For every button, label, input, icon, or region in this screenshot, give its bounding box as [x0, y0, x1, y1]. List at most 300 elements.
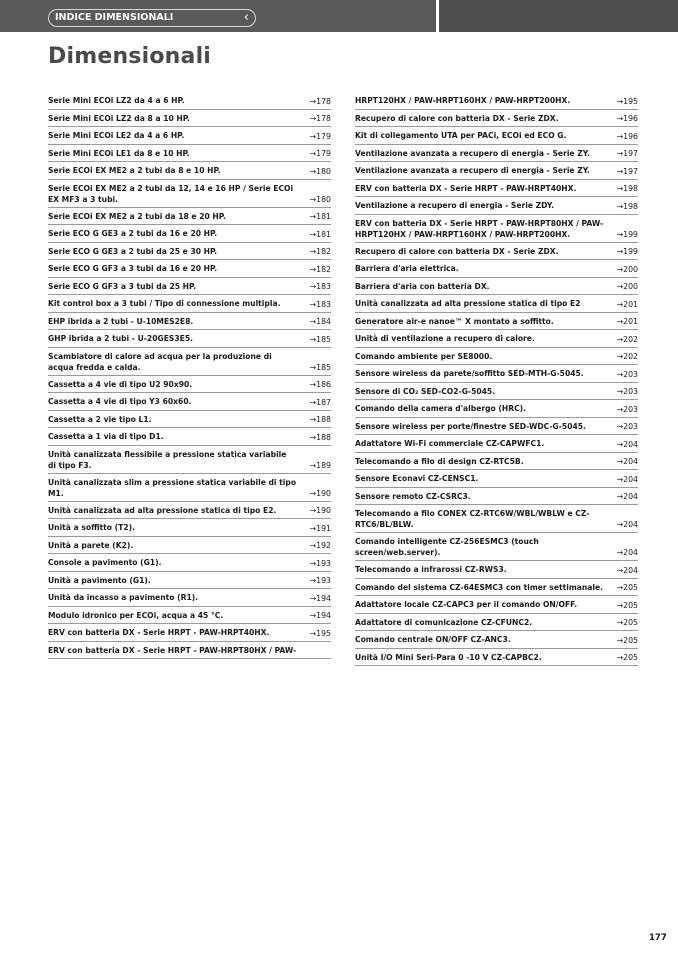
index-entry-page[interactable]	[617, 351, 638, 362]
index-entry-page[interactable]	[310, 379, 331, 390]
index-entry[interactable]	[48, 624, 331, 642]
index-entry-page[interactable]	[310, 211, 331, 222]
page-number: 177	[649, 933, 667, 943]
page-ref-number: 199	[623, 229, 638, 239]
arrow-right-icon: →	[616, 548, 624, 557]
page-ref-number: 196	[623, 114, 638, 123]
index-entry[interactable]	[48, 110, 331, 128]
index-entry-label: Comando ambiente per SE8000.	[355, 351, 493, 361]
page-ref-number: 198	[623, 184, 638, 193]
index-entry-label: Serie ECOi EX ME2 a 2 tubi da 12, 14 e 16 HP / Serie ECOi EX MF3 a 3 tubi.	[48, 183, 294, 204]
arrow-right-icon: →	[309, 317, 317, 326]
page-ref-number: 181	[316, 212, 331, 221]
index-entry-page[interactable]	[310, 362, 331, 373]
arrow-right-icon: →	[616, 114, 624, 123]
arrow-right-icon: →	[616, 229, 624, 239]
page-ref-number: 204	[623, 565, 638, 575]
index-entry[interactable]	[48, 428, 331, 446]
arrow-right-icon: →	[309, 523, 317, 533]
index-entry-page[interactable]	[617, 600, 638, 611]
index-entry-label: Serie ECO G GE3 a 2 tubi da 25 e 30 HP.	[48, 246, 218, 256]
index-entry[interactable]	[48, 607, 331, 625]
arrow-right-icon: →	[616, 618, 624, 627]
index-entry[interactable]	[355, 127, 638, 145]
index-entry-page[interactable]	[310, 505, 331, 516]
arrow-right-icon: →	[616, 565, 624, 575]
index-entry[interactable]	[48, 393, 331, 411]
index-entry-label: Cassetta a 2 vie tipo L1.	[48, 414, 152, 424]
arrow-right-icon: →	[309, 264, 317, 274]
index-entry-page[interactable]	[310, 397, 331, 408]
index-entry-page[interactable]	[617, 166, 638, 177]
index-entry[interactable]	[355, 215, 638, 243]
index-entry-label: Recupero di calore con batteria DX - Serie ZDX.	[355, 246, 559, 256]
index-entry-label: Telecomando a infrarossi CZ-RWS3.	[355, 565, 507, 574]
page-ref-number: 178	[316, 114, 331, 123]
index-entry-page[interactable]	[617, 404, 638, 415]
index-entry-label: Cassetta a 4 vie di tipo U2 90x90.	[48, 379, 193, 389]
arrow-right-icon: →	[309, 488, 317, 498]
index-entry[interactable]	[355, 418, 638, 436]
arrow-right-icon: →	[309, 558, 317, 568]
index-entry-page[interactable]	[617, 617, 638, 628]
index-entry-label: Recupero di calore con batteria DX - Serie ZDX.	[355, 113, 559, 123]
index-entry-label: Comando intelligente CZ-256ESMC3 (touch screen/web.server).	[355, 537, 539, 557]
page-ref-number: 179	[316, 131, 331, 141]
index-entry-page[interactable]	[310, 281, 331, 292]
page-ref-number: 183	[316, 282, 331, 291]
arrow-right-icon: →	[616, 299, 624, 309]
index-entry[interactable]	[48, 330, 331, 348]
index-entry-page[interactable]	[310, 113, 331, 124]
arrow-right-icon: →	[309, 131, 317, 141]
section-label-button[interactable]	[48, 9, 256, 27]
index-entry-page[interactable]	[617, 316, 638, 327]
index-entry-label: Serie Mini ECOi LZ2 da 8 a 10 HP.	[48, 113, 190, 123]
page-ref-number: 204	[623, 439, 638, 449]
page-ref-number: 204	[623, 548, 638, 557]
index-entry-page[interactable]	[310, 540, 331, 551]
index-entry-label: Kit control box a 3 tubi / Tipo di connessione multipla.	[48, 299, 281, 308]
page-ref-number: 184	[316, 317, 331, 326]
index-entry-label: Serie ECOi EX ME2 a 2 tubi da 18 e 20 HP.	[48, 211, 226, 221]
arrow-right-icon: →	[616, 149, 624, 158]
index-entry-page[interactable]	[617, 386, 638, 397]
index-entry-page[interactable]	[617, 547, 638, 558]
index-entry-label: Barriera d'aria elettrica.	[355, 264, 459, 273]
page-ref-number: 192	[316, 541, 331, 550]
page-ref-number: 205	[623, 653, 638, 662]
index-entry[interactable]	[355, 243, 638, 261]
index-entry-label: Ventilazione avanzata a recupero di energia - Serie ZY.	[355, 166, 590, 175]
index-entry[interactable]	[48, 92, 331, 110]
index-entry[interactable]	[48, 243, 331, 261]
index-entry-page[interactable]	[617, 131, 638, 142]
index-entry-label: Ventilazione a recupero di energia - Serie ZDY.	[355, 201, 555, 210]
index-entry[interactable]	[48, 127, 331, 145]
index-entry-page[interactable]	[310, 523, 331, 534]
index-entry-label: Unità canalizzata slim a pressione statica variabile di tipo M1.	[48, 477, 297, 498]
page-ref-number: 180	[316, 194, 331, 204]
arrow-right-icon: →	[309, 194, 317, 204]
arrow-right-icon: →	[616, 474, 624, 484]
index-entry[interactable]	[355, 278, 638, 296]
index-entry-page[interactable]	[617, 565, 638, 576]
index-entry[interactable]	[355, 330, 638, 348]
index-entry-page[interactable]	[617, 183, 638, 194]
index-entry-page[interactable]	[617, 113, 638, 124]
index-entry-label: Ventilazione avanzata a recupero di energia - Serie ZY.	[355, 148, 590, 158]
index-entry[interactable]	[48, 278, 331, 296]
index-entry-label: Serie ECO G GF3 a 3 tubi da 25 HP.	[48, 281, 197, 291]
index-entry-label: Modulo idronico per ECOi, acqua a 45 °C.	[48, 610, 224, 620]
index-entry-label: Adattatore Wi-Fi commerciale CZ-CAPWFC1.	[355, 439, 545, 448]
index-entry-label: ERV con batteria DX - Serie HRPT - PAW-HRPT40HX.	[355, 183, 577, 193]
index-entry[interactable]	[355, 470, 638, 488]
page-title: Dimensionali	[48, 44, 212, 69]
page-ref-number: 197	[623, 149, 638, 158]
index-entry-label: Serie Mini ECOi LE2 da 4 a 6 HP.	[48, 131, 185, 140]
page-ref-number: 193	[316, 576, 331, 585]
page-ref-number: 193	[316, 558, 331, 568]
page-ref-number: 199	[623, 247, 638, 256]
index-entry[interactable]	[355, 260, 638, 278]
index-entry[interactable]	[355, 579, 638, 597]
index-entry[interactable]	[48, 260, 331, 278]
index-entry-label: Serie ECOi EX ME2 a 2 tubi da 8 e 10 HP.	[48, 166, 221, 175]
index-entry-page[interactable]	[617, 299, 638, 310]
index-entry-page[interactable]	[617, 474, 638, 485]
index-entry[interactable]	[355, 596, 638, 614]
index-entry[interactable]	[48, 642, 331, 660]
index-entry-label: Scambiatore di calore ad acqua per la produzione di acqua fredda e calda.	[48, 351, 272, 372]
index-entry-label: Sensore wireless da parete/soffitto SED-MTH-G-5045.	[355, 369, 584, 378]
arrow-right-icon: →	[616, 492, 624, 501]
index-entry-page[interactable]	[617, 491, 638, 502]
index-entry[interactable]	[355, 92, 638, 110]
index-entry[interactable]	[48, 208, 331, 226]
arrow-right-icon: →	[309, 212, 317, 221]
index-entry-label: Adattatore locale CZ-CAPC3 per il comando ON/OFF.	[355, 600, 578, 609]
index-entry[interactable]	[355, 180, 638, 198]
top-bar	[0, 0, 678, 32]
page-ref-number: 202	[623, 334, 638, 344]
arrow-right-icon: →	[309, 362, 317, 372]
page-ref-number: 179	[316, 149, 331, 158]
index-entry-page[interactable]	[310, 229, 331, 240]
arrow-right-icon: →	[309, 299, 317, 309]
arrow-right-icon: →	[309, 149, 317, 158]
secondary-tab	[439, 0, 678, 32]
page-ref-number: 204	[623, 520, 638, 529]
page-ref-number: 205	[623, 600, 638, 610]
arrow-right-icon: →	[309, 229, 317, 239]
index-entry-label: Unità a parete (K2).	[48, 540, 134, 550]
arrow-right-icon: →	[616, 334, 624, 344]
index-entry-page[interactable]	[617, 652, 638, 663]
index-entry-page[interactable]	[617, 456, 638, 467]
arrow-right-icon: →	[309, 506, 317, 515]
index-entry-label: Unità canalizzata flessibile a pressione statica variabile di tipo F3.	[48, 449, 287, 470]
arrow-right-icon: →	[616, 131, 624, 141]
page-ref-number: 183	[316, 299, 331, 309]
index-entry[interactable]	[48, 589, 331, 607]
page-ref-number: 195	[623, 96, 638, 106]
arrow-right-icon: →	[616, 422, 624, 431]
arrow-right-icon: →	[309, 380, 317, 389]
arrow-right-icon: →	[616, 352, 624, 361]
index-entry[interactable]	[48, 502, 331, 520]
index-entry-page[interactable]	[617, 264, 638, 275]
page-ref-number: 185	[316, 334, 331, 344]
index-entry-page[interactable]	[310, 148, 331, 159]
arrow-right-icon: →	[309, 397, 317, 407]
page-ref-number: 205	[623, 618, 638, 627]
index-entry-page[interactable]	[617, 421, 638, 432]
page-ref-number: 191	[316, 523, 331, 533]
index-entry-label: Barriera d'aria con batteria DX.	[355, 281, 490, 291]
index-entry-page[interactable]	[310, 593, 331, 604]
arrow-right-icon: →	[309, 114, 317, 123]
index-entry-page[interactable]	[617, 582, 638, 593]
index-entry-label: ERV con batteria DX - Serie HRPT - PAW-HRPT80HX / PAW-HRPT120HX / PAW-HRPT160HX / PAW-HRPT200HX.	[355, 218, 604, 239]
index-entry[interactable]	[355, 614, 638, 632]
index-entry-page[interactable]	[617, 148, 638, 159]
index-entry[interactable]	[48, 162, 331, 180]
index-entry[interactable]	[355, 533, 638, 561]
index-entry[interactable]	[48, 554, 331, 572]
chevron-left-icon[interactable]: ‹	[243, 10, 249, 25]
index-entry-label: Serie Mini ECOi LE1 da 8 e 10 HP.	[48, 148, 190, 158]
index-entry-page[interactable]	[617, 635, 638, 646]
index-entry[interactable]	[48, 446, 331, 474]
index-entry[interactable]	[355, 295, 638, 313]
index-entry-label: Generatore air-e nanoe™ X montato a soffitto.	[355, 316, 554, 326]
arrow-right-icon: →	[309, 611, 317, 620]
index-entry-label: Comando della camera d'albergo (HRC).	[355, 404, 527, 413]
index-entry[interactable]	[48, 572, 331, 590]
arrow-right-icon: →	[616, 439, 624, 449]
page-ref-number: 203	[623, 387, 638, 396]
page-ref-number: 205	[623, 583, 638, 592]
index-entry-label: Unità a soffitto (T2).	[48, 523, 135, 532]
index-entry[interactable]	[355, 313, 638, 331]
arrow-right-icon: →	[309, 166, 317, 176]
index-entry[interactable]	[48, 376, 331, 394]
page-ref-number: 194	[316, 611, 331, 620]
index-entry[interactable]	[355, 348, 638, 366]
page-ref-number: 201	[623, 299, 638, 309]
index-entry[interactable]	[48, 225, 331, 243]
index-entry[interactable]	[48, 474, 331, 502]
arrow-right-icon: →	[616, 317, 624, 326]
index-entry-page[interactable]	[310, 558, 331, 569]
index-entry-label: Comando centrale ON/OFF CZ-ANC3.	[355, 635, 511, 644]
page-ref-number: 185	[316, 362, 331, 372]
page-ref-number: 202	[623, 352, 638, 361]
section-label: INDICE DIMENSIONALI	[55, 12, 174, 23]
page-ref-number: 190	[316, 506, 331, 515]
index-entry-label: Unità di ventilazione a recupero di calore.	[355, 334, 535, 343]
index-entry-label: Unità da incasso a pavimento (R1).	[48, 593, 199, 602]
index-entry-page[interactable]	[310, 264, 331, 275]
page-ref-number: 188	[316, 415, 331, 424]
index-entry[interactable]	[355, 162, 638, 180]
page-ref-number: 196	[623, 131, 638, 141]
index-entry[interactable]	[355, 145, 638, 163]
page-ref-number: 197	[623, 166, 638, 176]
arrow-right-icon: →	[616, 184, 624, 193]
index-entry-page[interactable]	[310, 414, 331, 425]
page-ref-number: 198	[623, 201, 638, 211]
index-entry-label: Sensore wireless per porte/finestre SED-WDC-G-5045.	[355, 421, 586, 431]
index-entry-page[interactable]	[617, 439, 638, 450]
index-entry[interactable]	[355, 383, 638, 401]
index-entry-label: Unità I/O Mini Seri-Para 0 -10 V CZ-CAPBC2.	[355, 652, 542, 662]
arrow-right-icon: →	[616, 387, 624, 396]
index-entry-page[interactable]	[310, 628, 331, 639]
index-entry-label: Adattatore di comunicazione CZ-CFUNC2.	[355, 617, 533, 627]
index-entry[interactable]	[355, 400, 638, 418]
page-ref-number: 182	[316, 264, 331, 274]
index-entry-page[interactable]	[310, 166, 331, 177]
arrow-right-icon: →	[309, 593, 317, 603]
index-entry[interactable]	[48, 519, 331, 537]
index-entry-page[interactable]	[310, 460, 331, 471]
index-entry-page[interactable]	[310, 432, 331, 443]
index-entry[interactable]	[355, 197, 638, 215]
index-entry-page[interactable]	[310, 131, 331, 142]
index-entry-page[interactable]	[310, 334, 331, 345]
index-entry-page[interactable]	[310, 96, 331, 107]
index-entry-label: Serie Mini ECOi LZ2 da 4 a 6 HP.	[48, 96, 185, 105]
page-ref-number: 194	[316, 593, 331, 603]
index-entry-label: ERV con batteria DX - Serie HRPT - PAW-HRPT40HX.	[48, 628, 270, 637]
arrow-right-icon: →	[616, 635, 624, 645]
index-entry[interactable]	[355, 505, 638, 533]
index-entry-label: GHP ibrida a 2 tubi - U-20GES3E5.	[48, 334, 194, 343]
arrow-right-icon: →	[616, 600, 624, 610]
arrow-right-icon: →	[616, 404, 624, 414]
page-ref-number: 195	[316, 628, 331, 638]
index-entry-label: Cassetta a 1 via di tipo D1.	[48, 432, 164, 441]
page-ref-number: 187	[316, 397, 331, 407]
index-entry-page[interactable]	[310, 316, 331, 327]
index-entry-label: Cassetta a 4 vie di tipo Y3 60x60.	[48, 397, 192, 406]
index-entry[interactable]	[48, 295, 331, 313]
index-entry-label: Unità a pavimento (G1).	[48, 575, 151, 585]
index-column-right	[355, 92, 638, 666]
index-entry[interactable]	[48, 348, 331, 376]
index-entry[interactable]	[355, 453, 638, 471]
index-entry-label: Serie ECO G GF3 a 3 tubi da 16 e 20 HP.	[48, 264, 218, 273]
index-entry[interactable]	[355, 631, 638, 649]
page-ref-number: 189	[316, 460, 331, 470]
page-ref-number: 200	[623, 282, 638, 291]
index-entry-label: Unità canalizzata ad alta pressione statica di tipo E2	[355, 299, 581, 308]
index-entry-label: HRPT120HX / PAW-HRPT160HX / PAW-HRPT200HX.	[355, 96, 571, 105]
arrow-right-icon: →	[309, 96, 317, 106]
index-entry[interactable]	[355, 365, 638, 383]
index-entry-page[interactable]	[617, 246, 638, 257]
index-entry[interactable]	[355, 435, 638, 453]
index-entry-page[interactable]	[617, 519, 638, 530]
arrow-right-icon: →	[616, 247, 624, 256]
page-ref-number: 203	[623, 369, 638, 379]
index-entry-label: Console a pavimento (G1).	[48, 558, 162, 567]
page-ref-number: 204	[623, 457, 638, 466]
arrow-right-icon: →	[309, 334, 317, 344]
index-entry-page[interactable]	[617, 369, 638, 380]
index-entry-label: Serie ECO G GE3 a 2 tubi da 16 e 20 HP.	[48, 229, 218, 238]
index-entry-page[interactable]	[617, 201, 638, 212]
arrow-right-icon: →	[616, 583, 624, 592]
arrow-right-icon: →	[616, 201, 624, 211]
arrow-right-icon: →	[616, 96, 624, 106]
index-entry-label: Kit di collegamento UTA per PACi, ECOi ed ECO G.	[355, 131, 567, 140]
page-ref-number: 188	[316, 432, 331, 442]
page-ref-number: 178	[316, 96, 331, 106]
index-entry-page[interactable]	[310, 488, 331, 499]
arrow-right-icon: →	[309, 247, 317, 256]
index-entry[interactable]	[355, 110, 638, 128]
index-entry-page[interactable]	[617, 334, 638, 345]
index-entry-page[interactable]	[310, 575, 331, 586]
index-entry-label: Telecomando a filo CONEX CZ-RTC6W/WBL/WBLW e CZ-RTC6/BL/BLW.	[355, 509, 590, 529]
arrow-right-icon: →	[309, 460, 317, 470]
page-ref-number: 204	[623, 492, 638, 501]
index-column-left	[48, 92, 331, 659]
arrow-right-icon: →	[309, 415, 317, 424]
index-entry-page[interactable]	[310, 299, 331, 310]
arrow-right-icon: →	[309, 282, 317, 291]
arrow-right-icon: →	[616, 264, 624, 274]
index-entry[interactable]	[355, 649, 638, 667]
page-ref-number: 203	[623, 422, 638, 431]
index-entry[interactable]	[48, 411, 331, 429]
index-entry[interactable]	[355, 561, 638, 579]
index-entry-label: EHP ibrida a 2 tubi - U-10MES2E8.	[48, 316, 194, 326]
arrow-right-icon: →	[616, 282, 624, 291]
arrow-right-icon: →	[309, 432, 317, 442]
arrow-right-icon: →	[616, 457, 624, 466]
arrow-right-icon: →	[616, 166, 624, 176]
page-ref-number: 182	[316, 247, 331, 256]
index-entry-page[interactable]	[310, 610, 331, 621]
arrow-right-icon: →	[309, 576, 317, 585]
index-entry[interactable]	[48, 145, 331, 163]
arrow-right-icon: →	[616, 653, 624, 662]
index-entry-page[interactable]	[617, 229, 638, 240]
index-entry[interactable]	[355, 488, 638, 506]
page-ref-number: 181	[316, 229, 331, 239]
index-entry-page[interactable]	[310, 246, 331, 257]
page-ref-number: 205	[623, 635, 638, 645]
index-entry-page[interactable]	[617, 96, 638, 107]
index-entry[interactable]	[48, 313, 331, 331]
index-entry-label: Comando del sistema CZ-64ESMC3 con timer settimanale.	[355, 582, 604, 592]
index-entry-label: Sensore Econavi CZ-CENSC1.	[355, 474, 479, 483]
index-entry[interactable]	[48, 180, 331, 208]
index-entry-label: Telecomando a filo di design CZ-RTC5B.	[355, 456, 524, 466]
index-entry[interactable]	[48, 537, 331, 555]
arrow-right-icon: →	[616, 369, 624, 379]
index-entry-page[interactable]	[310, 194, 331, 205]
index-entry-page[interactable]	[617, 281, 638, 292]
page-ref-number: 204	[623, 474, 638, 484]
arrow-right-icon: →	[616, 520, 624, 529]
index-entry-label: ERV con batteria DX - Serie HRPT - PAW-HRPT80HX / PAW-	[48, 645, 297, 655]
